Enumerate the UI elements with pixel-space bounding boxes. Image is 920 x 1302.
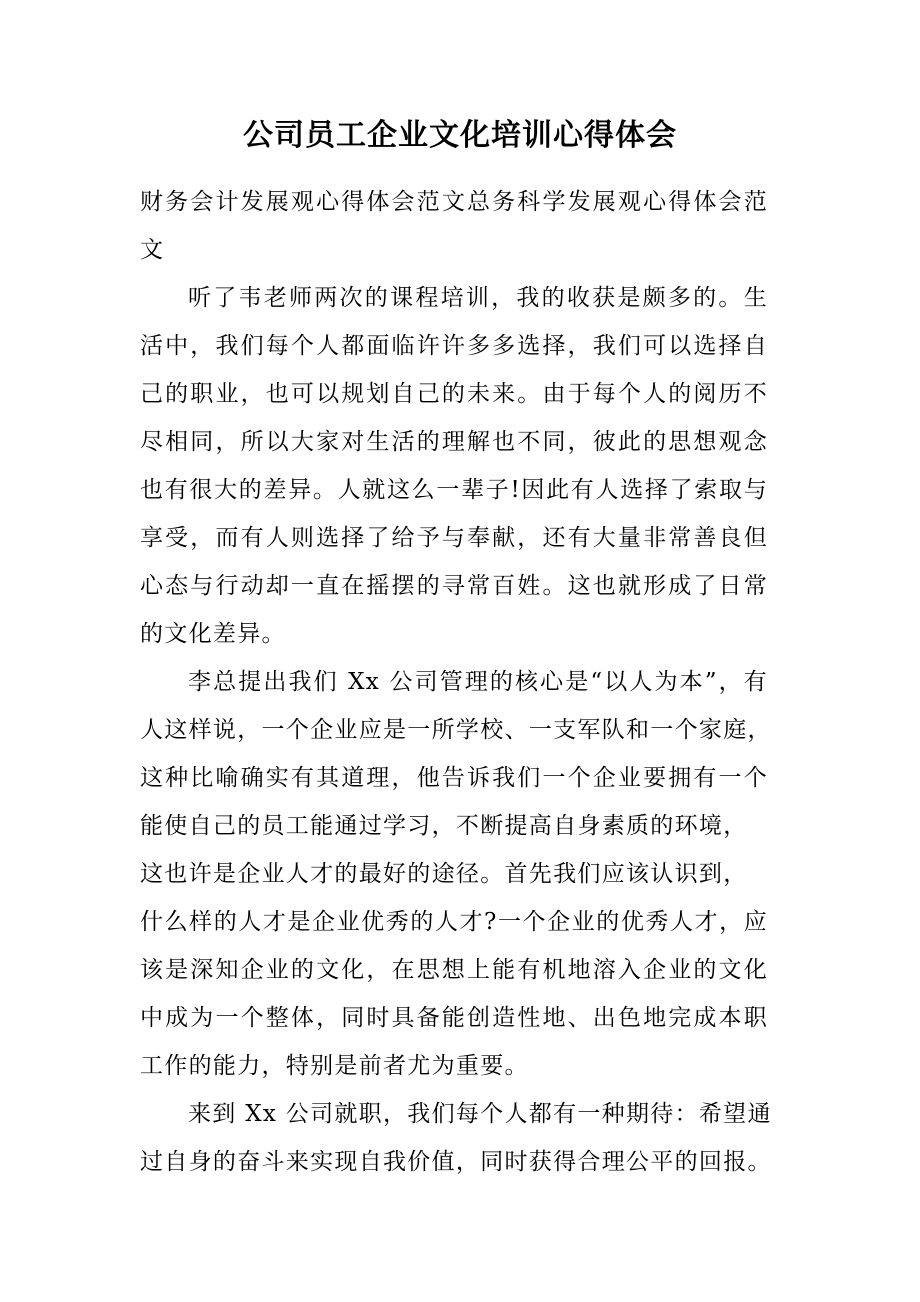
document-title: 公司员工企业文化培训心得体会 — [243, 118, 677, 153]
paragraph-line: 这种比喻确实有其道理，他告诉我们一个企业要拥有一个 — [140, 765, 768, 791]
paragraph-line: 也有很大的差异。人就这么一辈子!因此有人选择了索取与 — [140, 477, 768, 503]
paragraph-line: 工作的能力，特别是前者尤为重要。 — [140, 1053, 529, 1079]
subtitle-line: 财务会计发展观心得体会范文总务科学发展观心得体会范 — [140, 189, 768, 215]
paragraph-line: 己的职业，也可以规划自己的未来。由于每个人的阅历不 — [140, 381, 768, 407]
paragraph-line: 的文化差异。 — [140, 621, 286, 647]
paragraph-line: 尽相同，所以大家对生活的理解也不同，彼此的思想观念 — [140, 429, 768, 455]
paragraph-line: 这也许是企业人才的最好的途径。首先我们应该认识到， — [140, 861, 748, 887]
paragraph-line: 中成为一个整体，同时具备能创造性地、出色地完成本职 — [140, 1005, 768, 1031]
paragraph-line: 来到 Xx 公司就职，我们每个人都有一种期待：希望通 — [188, 1101, 772, 1127]
paragraph-line: 听了韦老师两次的课程培训，我的收获是颇多的。生 — [188, 285, 768, 311]
paragraph-line: 活中，我们每个人都面临许许多多选择，我们可以选择自 — [140, 333, 768, 359]
subtitle-line: 文 — [140, 237, 165, 263]
paragraph-line: 享受，而有人则选择了给予与奉献，还有大量非常善良但 — [140, 525, 768, 551]
paragraph-line: 心态与行动却一直在摇摆的寻常百姓。这也就形成了日常 — [140, 573, 768, 599]
paragraph-line: 能使自己的员工能通过学习，不断提高自身素质的环境， — [140, 813, 748, 839]
paragraph-line: 李总提出我们 Xx 公司管理的核心是“以人为本”，有 — [188, 669, 768, 695]
paragraph-line: 过自身的奋斗来实现自我价值，同时获得合理公平的回报。 — [140, 1149, 772, 1175]
paragraph-line: 人这样说，一个企业应是一所学校、一支军队和一个家庭， — [140, 717, 772, 743]
paragraph-line: 该是深知企业的文化，在思想上能有机地溶入企业的文化 — [140, 957, 768, 983]
paragraph-line: 什么样的人才是企业优秀的人才?一个企业的优秀人才，应 — [140, 909, 768, 935]
